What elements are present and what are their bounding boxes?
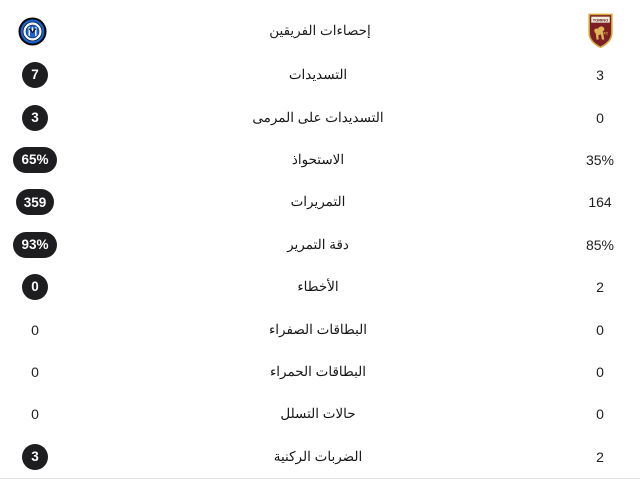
stat-row [0,96,640,138]
right-team-value: 3 [596,67,604,84]
stat-row [0,181,640,223]
right-team-value: 2 [596,448,604,465]
left-team-value: 65% [13,147,56,173]
left-team-value: 3 [22,105,48,131]
stat-label: البطاقات الحمراء [269,363,367,379]
svg-text:TORINO: TORINO [592,17,609,23]
stat-label: البطاقات الصفراء [268,321,368,337]
stat-row [0,436,640,478]
torino-logo [588,13,613,49]
stat-label: التمريرات [290,194,346,210]
stat-label: الاستحواذ [291,151,345,167]
left-team-value: 359 [16,189,55,215]
stat-row [0,224,640,266]
left-team-value: 0 [22,274,48,300]
right-team-value: 35% [585,151,615,168]
stat-label: دقة التمرير [287,236,349,252]
right-team-value: 85% [585,236,615,253]
left-team-value: 0 [31,363,39,380]
stat-label: الضربات الركنية [273,448,363,464]
left-team-value: 93% [13,232,56,258]
right-team-value: 0 [596,363,604,380]
stat-label: التسديدات على المرمى [252,109,384,125]
left-team-value: 7 [22,62,48,88]
right-team-value: 0 [596,321,604,338]
stat-row [0,139,640,181]
left-team-value: 0 [31,321,39,338]
stat-row [0,266,640,308]
right-team-value: 0 [596,406,604,423]
stats-title: إحصاءات الفريقين [269,23,371,38]
stats-list [0,54,640,479]
stat-label: الأخطاء [297,279,339,295]
stats-header [0,0,640,54]
inter-logo [18,17,47,46]
svg-text:FC: FC [603,31,609,36]
stat-row [0,393,640,435]
right-team-value: 164 [588,194,612,211]
stat-row [0,54,640,96]
stat-row [0,308,640,350]
stat-row [0,351,640,393]
left-team-value: 3 [22,444,48,470]
stat-label: حالات التسلل [280,406,356,422]
stat-label: التسديدات [288,67,348,83]
left-team-value: 0 [31,406,39,423]
right-team-value: 0 [596,109,604,126]
right-team-value: 2 [596,279,604,296]
